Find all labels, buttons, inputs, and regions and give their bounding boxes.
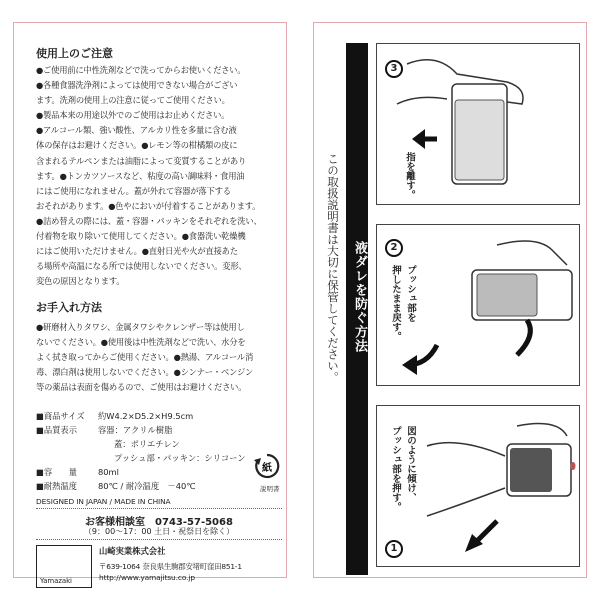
- step-2-caption-line1: プッシュ部を: [405, 265, 416, 322]
- divider: [36, 508, 282, 509]
- step-1-caption-line2: プッシュ部を押す。: [390, 426, 401, 512]
- spec-temp-row: [36, 479, 266, 493]
- care-line: ●研磨材入りタワシ、金属タワシやクレンザー等は使用し: [36, 322, 245, 332]
- care-line: よく拭き取ってからご使用ください。●熱湯、アルコール消: [36, 352, 254, 363]
- care-line: 等の薬品は表面を傷めるので、ご使用はお避けください。: [36, 382, 247, 393]
- step-2-panel: [376, 224, 580, 386]
- company-url: http://www.yamajitsu.co.jp: [99, 573, 195, 582]
- spec-material-row: [36, 423, 266, 437]
- spec-material-label: ■品質表示: [36, 425, 78, 435]
- usage-caution-title: 使用上のご注意: [36, 47, 113, 60]
- spec-material-container: 容器：アクリル樹脂: [98, 425, 173, 435]
- logo-text: Yamazaki: [40, 577, 72, 585]
- step-1-number: 1: [385, 540, 403, 558]
- step-2-number: 2: [385, 239, 403, 257]
- usage-line: る場所や高温になる所では使用しないでください。変形、: [36, 261, 247, 272]
- step-3-caption: 指を離す。: [404, 152, 415, 200]
- spec-material-lid: 蓋：ポリエチレン: [114, 439, 180, 449]
- usage-line: 付着物を取り除いて使用してください。●食器洗い乾燥機: [36, 231, 246, 242]
- spec-size-row: [36, 409, 266, 423]
- usage-line: おそれがあります。●色やにおいが付着することがあります。: [36, 200, 261, 211]
- step-1-caption-line1: 図のように傾け、: [405, 426, 416, 502]
- company-name: 山崎実業株式会社: [99, 546, 166, 556]
- customer-service-hours: （9：00〜17：00 土日・祝祭日を除く）: [83, 527, 235, 536]
- left-instruction-card: [13, 22, 287, 585]
- made-in-text: DESIGNED IN JAPAN / MADE IN CHINA: [36, 497, 171, 506]
- step-3-number: 3: [385, 60, 403, 78]
- usage-line: 変色の原因となります。: [36, 276, 125, 287]
- usage-line: ●製品本来の用途以外でのご使用はお止めください。: [36, 110, 230, 121]
- product-specs: [36, 409, 266, 493]
- company-address: 〒639-1064 奈良県生駒郡安堵町窪田851-1: [99, 562, 242, 571]
- usage-line: ●アルコール類、強い酸性、アルカリ性を多量に含む液: [36, 125, 237, 136]
- spec-capacity-label: ■容 量: [36, 467, 78, 477]
- usage-line: ●各種食器洗浄剤によっては使用できない場合がござい: [36, 80, 238, 91]
- usage-line: ●詰め替えの際には、蓋・容器・パッキンをそれぞれを洗い、: [36, 215, 262, 226]
- paper-recycle-icon: [252, 452, 282, 486]
- step-1-panel: [376, 405, 580, 567]
- company-logo: [36, 545, 92, 588]
- step-3-panel: [376, 43, 580, 205]
- usage-caution-text: [36, 63, 282, 289]
- divider: [36, 539, 282, 540]
- care-line: 毒、漂白剤は使用しないでください。●シンナー・ベンジン: [36, 367, 253, 378]
- spec-material-push: プッシュ部・パッキン：シリコーン: [114, 453, 246, 463]
- usage-line: ます。●トンカツソースなど、粘度の高い調味料・食用油: [36, 170, 245, 181]
- spec-temp-value: 80℃ / 耐冷温度 －40℃: [98, 481, 196, 491]
- recycle-label: 説明書: [260, 485, 280, 493]
- spec-capacity-row: [36, 465, 266, 479]
- usage-line: にはご使用いただけません。●直射日光や火が直接あた: [36, 246, 238, 257]
- spec-capacity-value: 80ml: [98, 467, 119, 477]
- spec-size-value: 約W4.2×D5.2×H9.5cm: [98, 411, 194, 421]
- care-method-text: [36, 320, 282, 395]
- usage-line: ●ご使用前に中性洗剤などで洗ってからお使いください。: [36, 65, 246, 75]
- right-instruction-card: [313, 22, 587, 578]
- spec-size-label: ■商品サイズ: [36, 411, 85, 421]
- care-line: ないでください。●使用後は中性洗剤などで洗い、水分を: [36, 337, 246, 348]
- usage-line: にはご使用になれません。蓋が外れて容器が落下する: [36, 185, 231, 196]
- keep-manual-notice: この取扱説明書は大切に保管してください。: [326, 153, 340, 383]
- recycle-mark-text: 紙: [262, 463, 272, 474]
- customer-service-line: お客様相談室 0743-57-5068: [85, 517, 233, 528]
- banner-title: 液ダレを防ぐ方法: [352, 241, 367, 353]
- spec-temp-label: ■耐熱温度: [36, 481, 78, 491]
- usage-line: ます。洗剤の使用上の注意に従ってご使用ください。: [36, 95, 230, 106]
- step-2-caption-line2: 押したまま戻す。: [390, 265, 401, 341]
- usage-line: 体の保存はお避けください。●レモン等の柑橘類の皮に: [36, 140, 238, 151]
- care-method-title: お手入れ方法: [36, 301, 102, 314]
- usage-line: 含まれるテルペンまたは油脂によって変質することがあり: [36, 155, 247, 166]
